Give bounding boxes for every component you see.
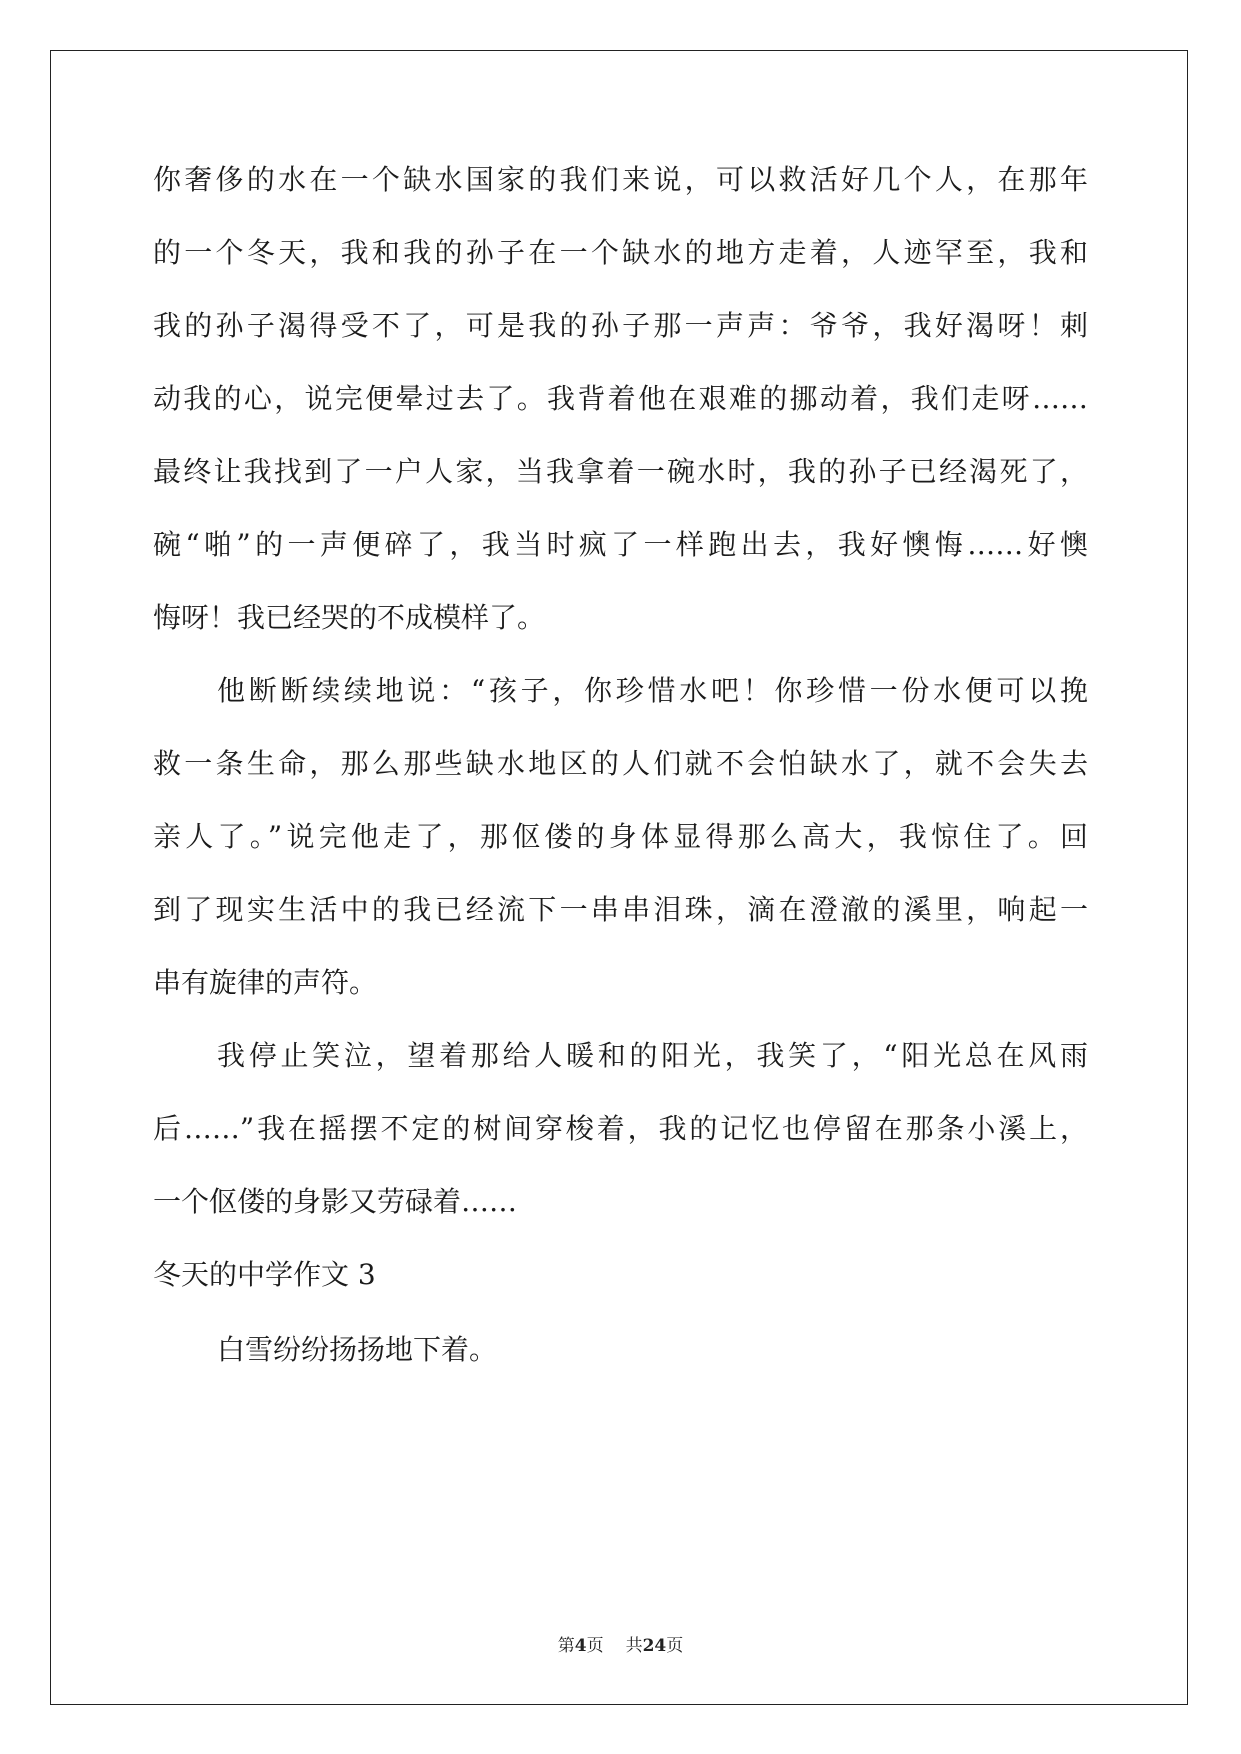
total-page-count: 24 [642,1636,667,1656]
paragraph-line: 我的孙子渴得受不了，可是我的孙子那一声声：爷爷，我好渴呀！刺 [153,309,1088,342]
paragraph-line: 白雪纷纷扬扬地下着。 [217,1333,498,1366]
paragraph-line: 碗“啪”的一声便碎了，我当时疯了一样跑出去，我好懊悔……好懊 [153,528,1088,561]
paragraph-line: 后……”我在摇摆不定的树间穿梭着，我的记忆也停留在那条小溪上， [153,1112,1088,1145]
paragraph-line: 悔呀！我已经哭的不成模样了。 [153,601,546,634]
paragraph-line: 最终让我找到了一户人家，当我拿着一碗水时，我的孙子已经渴死了， [153,455,1088,488]
page-footer [0,1631,1241,1656]
paragraph-line: 到了现实生活中的我已经流下一串串泪珠，滴在澄澈的溪里，响起一 [153,893,1088,926]
paragraph-line: 亲人了。”说完他走了，那伛偻的身体显得那么高大，我惊住了。回 [153,820,1088,853]
paragraph-line: 你奢侈的水在一个缺水国家的我们来说，可以救活好几个人，在那年 [153,163,1088,196]
paragraph-line: 他断断续续地说：“孩子，你珍惜水吧！你珍惜一份水便可以挽 [217,674,1088,707]
paragraph-line: 救一条生命，那么那些缺水地区的人们就不会怕缺水了，就不会失去 [153,747,1088,780]
total-pages-suffix: 页 [666,1636,684,1656]
total-pages-prefix: 共 [625,1636,643,1656]
section-heading: 冬天的中学作文 3 [153,1258,376,1291]
paragraph-line: 的一个冬天，我和我的孙子在一个缺水的地方走着，人迹罕至，我和 [153,236,1088,269]
page-number-prefix: 第 [557,1636,575,1656]
paragraph-line: 串有旋律的声符。 [153,966,378,999]
current-page-number: 4 [574,1636,587,1656]
paragraph-line: 我停止笑泣，望着那给人暖和的阳光，我笑了，“阳光总在风雨 [217,1039,1088,1072]
page-number-suffix: 页 [586,1636,604,1656]
paragraph-line: 一个伛偻的身影又劳碌着…… [153,1185,518,1218]
paragraph-line: 动我的心，说完便晕过去了。我背着他在艰难的挪动着，我们走呀…… [153,382,1088,415]
page-border [50,50,1188,1705]
